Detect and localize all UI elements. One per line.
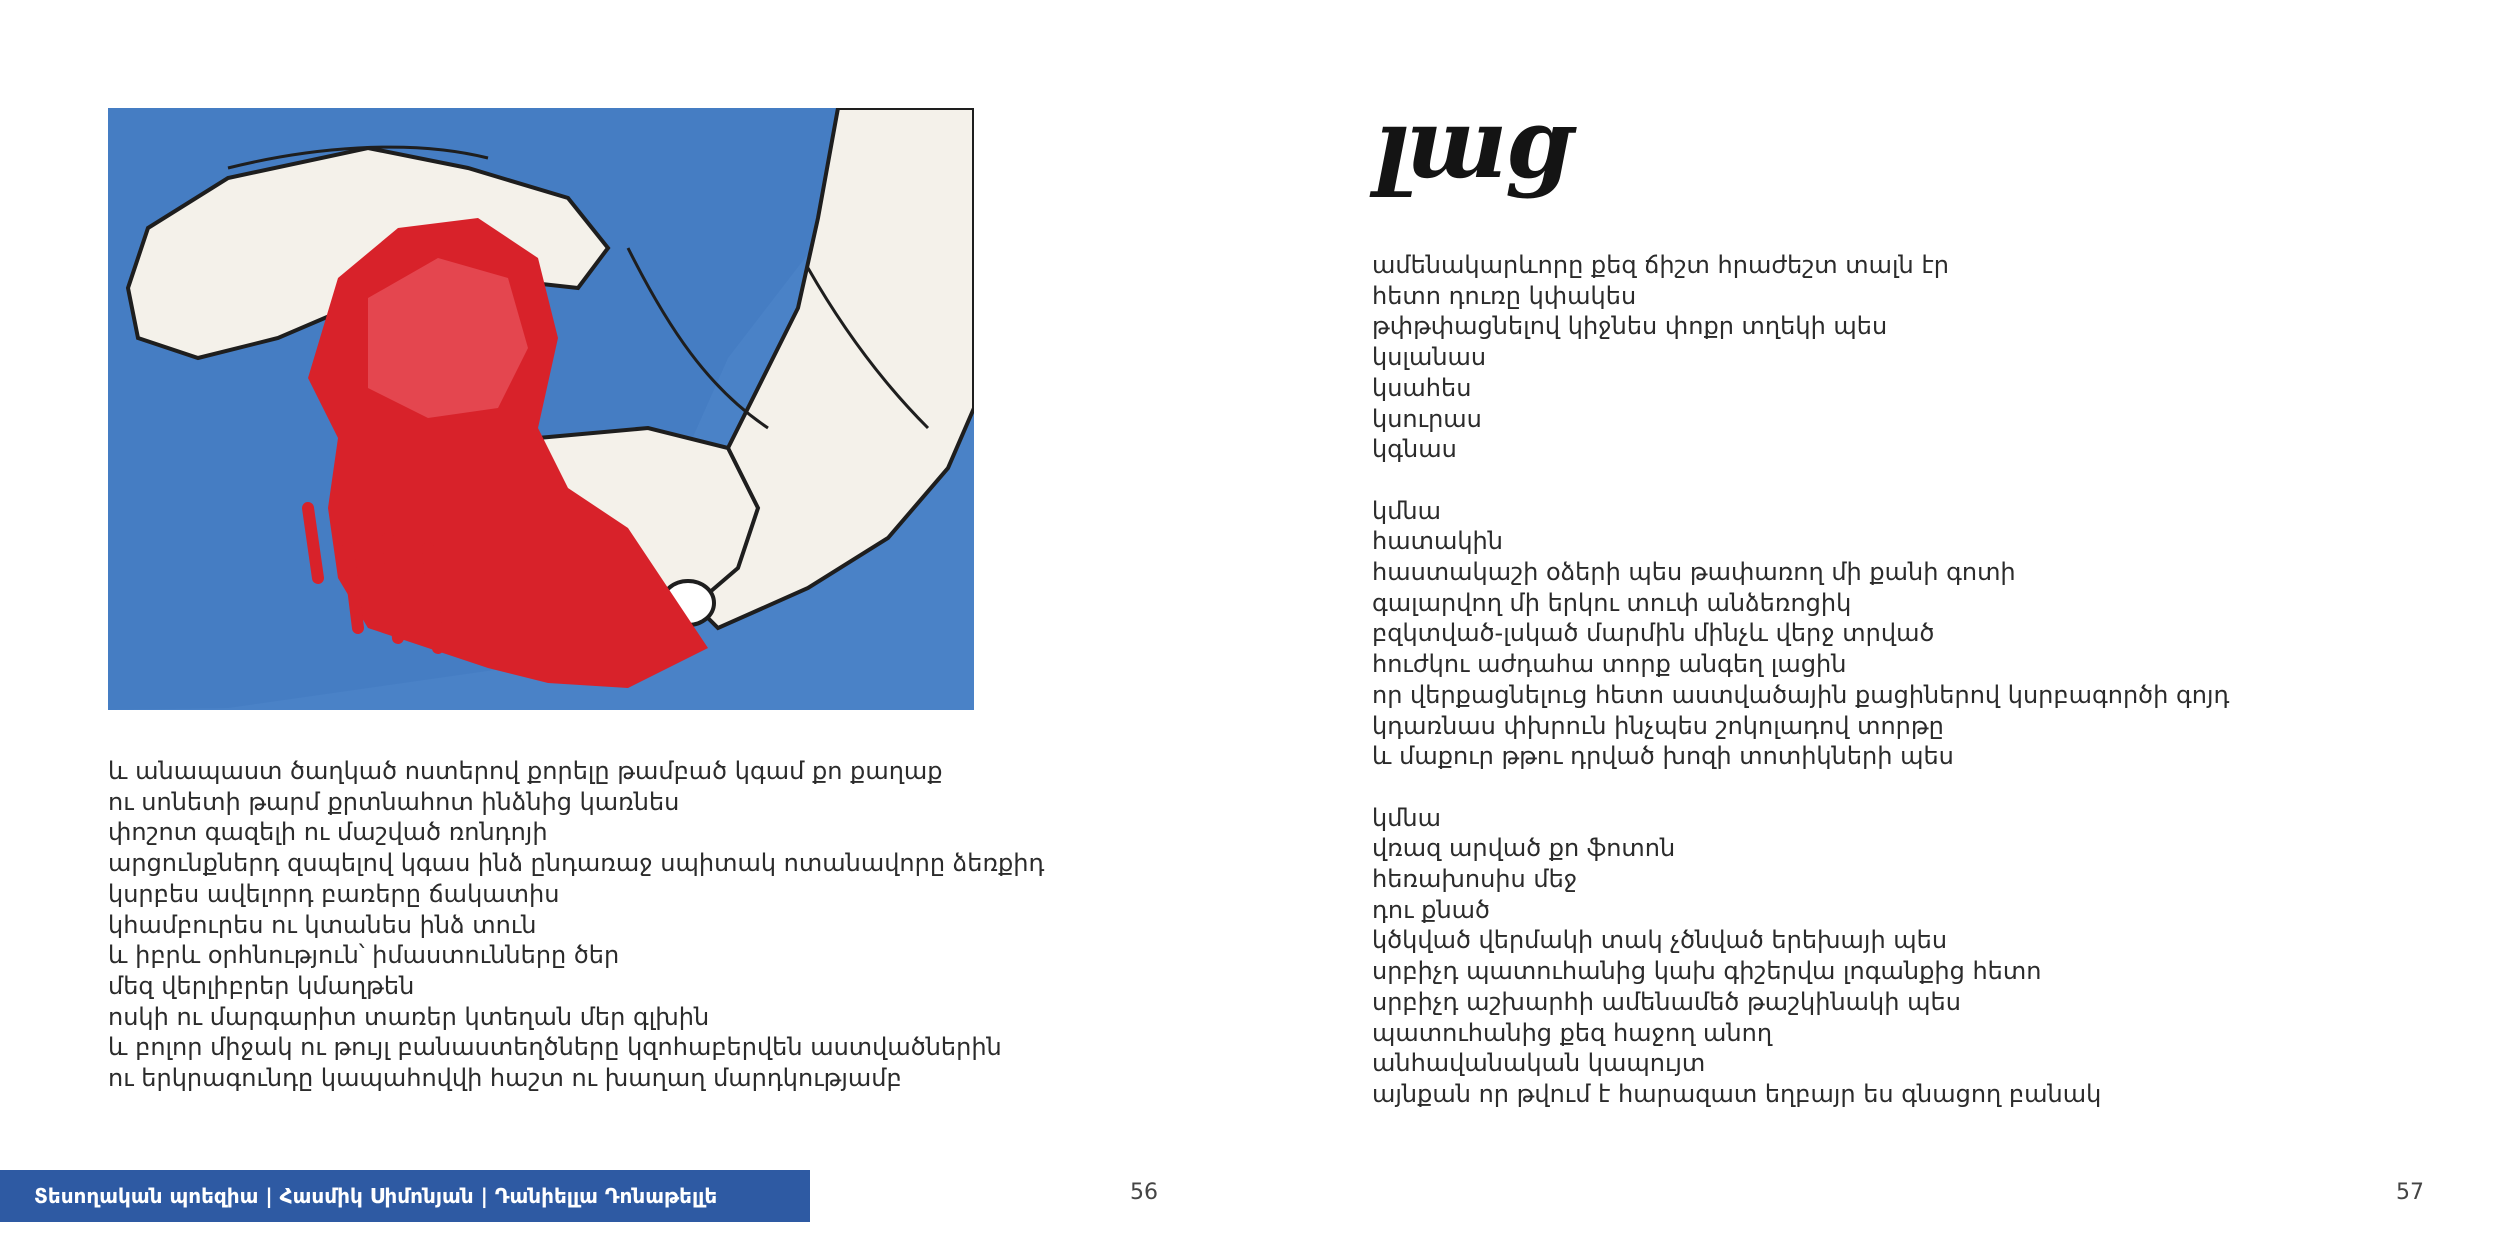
poem-line: կծկված վերմակի տակ չծնված երեխայի պես [1372,926,1948,955]
poem-line: և իբրև օրհնություն՝ իմաստունները ծեր [108,941,620,970]
poem-line: փոշոտ գազելի ու մաշված ռոնդոյի [108,818,548,847]
poem-line: և անապաստ ծաղկած ոստերով քորելը թամբած կգամ քո քաղաք [108,757,943,785]
poem-line: գալարվող մի երկու տուփ անձեռոցիկ [1372,588,1852,617]
page-number-right: 57 [2396,1180,2424,1205]
poem-line: կմնա [1372,803,1442,832]
poem-line: դու քնած [1372,895,1490,924]
poem-line: կսլանաս [1372,343,1487,372]
poem-line: հաստակաշի օձերի պես թափառող մի քանի գոտի [1372,558,2016,587]
left-poem [108,756,1044,1094]
poem-line: վռազ արված քո ֆոտոն [1372,834,1676,863]
poem-line: այնքան որ թվում է հարազատ եղբայր ես գնացող բանակ [1372,1079,2102,1108]
poem-line: անհավանական կապույտ [1372,1049,1706,1078]
poem-line: բզկտված-լսկած մարմին մինչև վերջ տրված [1372,619,1935,648]
poem-line: թփթփացնելով կիջնես փոքր տղեկի պես [1372,312,1888,341]
series-footer-bar: Տեսողական պոեզիա | Հասմիկ Սիմոնյան | Դանիելլա Դոնաթելլե [0,1170,810,1222]
poem-line: հատակին [1372,527,1503,556]
stanza-1 [1372,250,2229,465]
poem-line: արցունքներդ զսպելով կգաս ինձ ընդառաջ սպիտակ ոտանավորը ձեռքիդ [108,849,1045,878]
poem-line: կսահես [1372,373,1472,402]
poem-line: սրբիչդ աշխարհի ամենամեծ թաշկինակի պես [1372,987,1961,1016]
poem-line: մեզ վերլիբրեր կմաղթեն [108,971,415,1000]
illustration [108,108,974,710]
poem-line: ոսկի ու մարգարիտ տառեր կտեղան մեր գլխին [108,1002,710,1031]
stanza-3 [1372,803,2229,1110]
poem-line: կսուրաս [1372,404,1482,433]
poem-line: հուժկու աժդահա տորք անգեղ լացին [1372,650,1847,679]
poem-line: կմնա [1372,496,1442,525]
poem-line: հեռախոսիս մեջ [1372,865,1578,894]
right-poem [1372,250,2229,1140]
poem-line: ու սոնետի թարմ քրտնահոտ ինձնից կառնես [108,787,680,816]
poem-line: կգնաս [1372,435,1457,464]
poem-title: լաց [1372,87,1568,200]
poem-line: և մաքուր թթու դրված խոզի տոտիկների պես [1372,742,1954,771]
stanza-2 [1372,496,2229,772]
poem-line: կհամբուրես ու կտանես ինձ տուն [108,910,537,939]
poem-line: կդառնաս փխրուն ինչպես շոկոլադով տորթը [1372,711,1944,740]
poem-line: կսրբես ավելորդ բառերը ճակատիս [108,879,560,908]
poem-line: որ վերքացնելուց հետո աստվածային քացիներով կսրբագործի գոյդ [1372,680,2230,709]
poem-line: պատուհանից քեզ հաջող անող [1372,1018,1773,1047]
poem-line: ու երկրագունդը կապահովվի հաշտ ու խաղաղ մարդկությամբ [108,1064,902,1093]
poem-line: սրբիչդ պատուհանից կախ գիշերվա լոգանքից հետո [1372,957,2042,986]
feet-illustration-svg [108,108,974,710]
poem-line: ամենակարևորը քեզ ճիշտ հրաժեշտ տալն էր [1372,251,1949,279]
poem-line: և բոլոր միջակ ու թույլ բանաստեղծները կզոհաբերվեն աստվածներին [108,1033,1002,1062]
poem-line: հետո դուռը կփակես [1372,281,1637,310]
page-number-left: 56 [1130,1180,1158,1205]
